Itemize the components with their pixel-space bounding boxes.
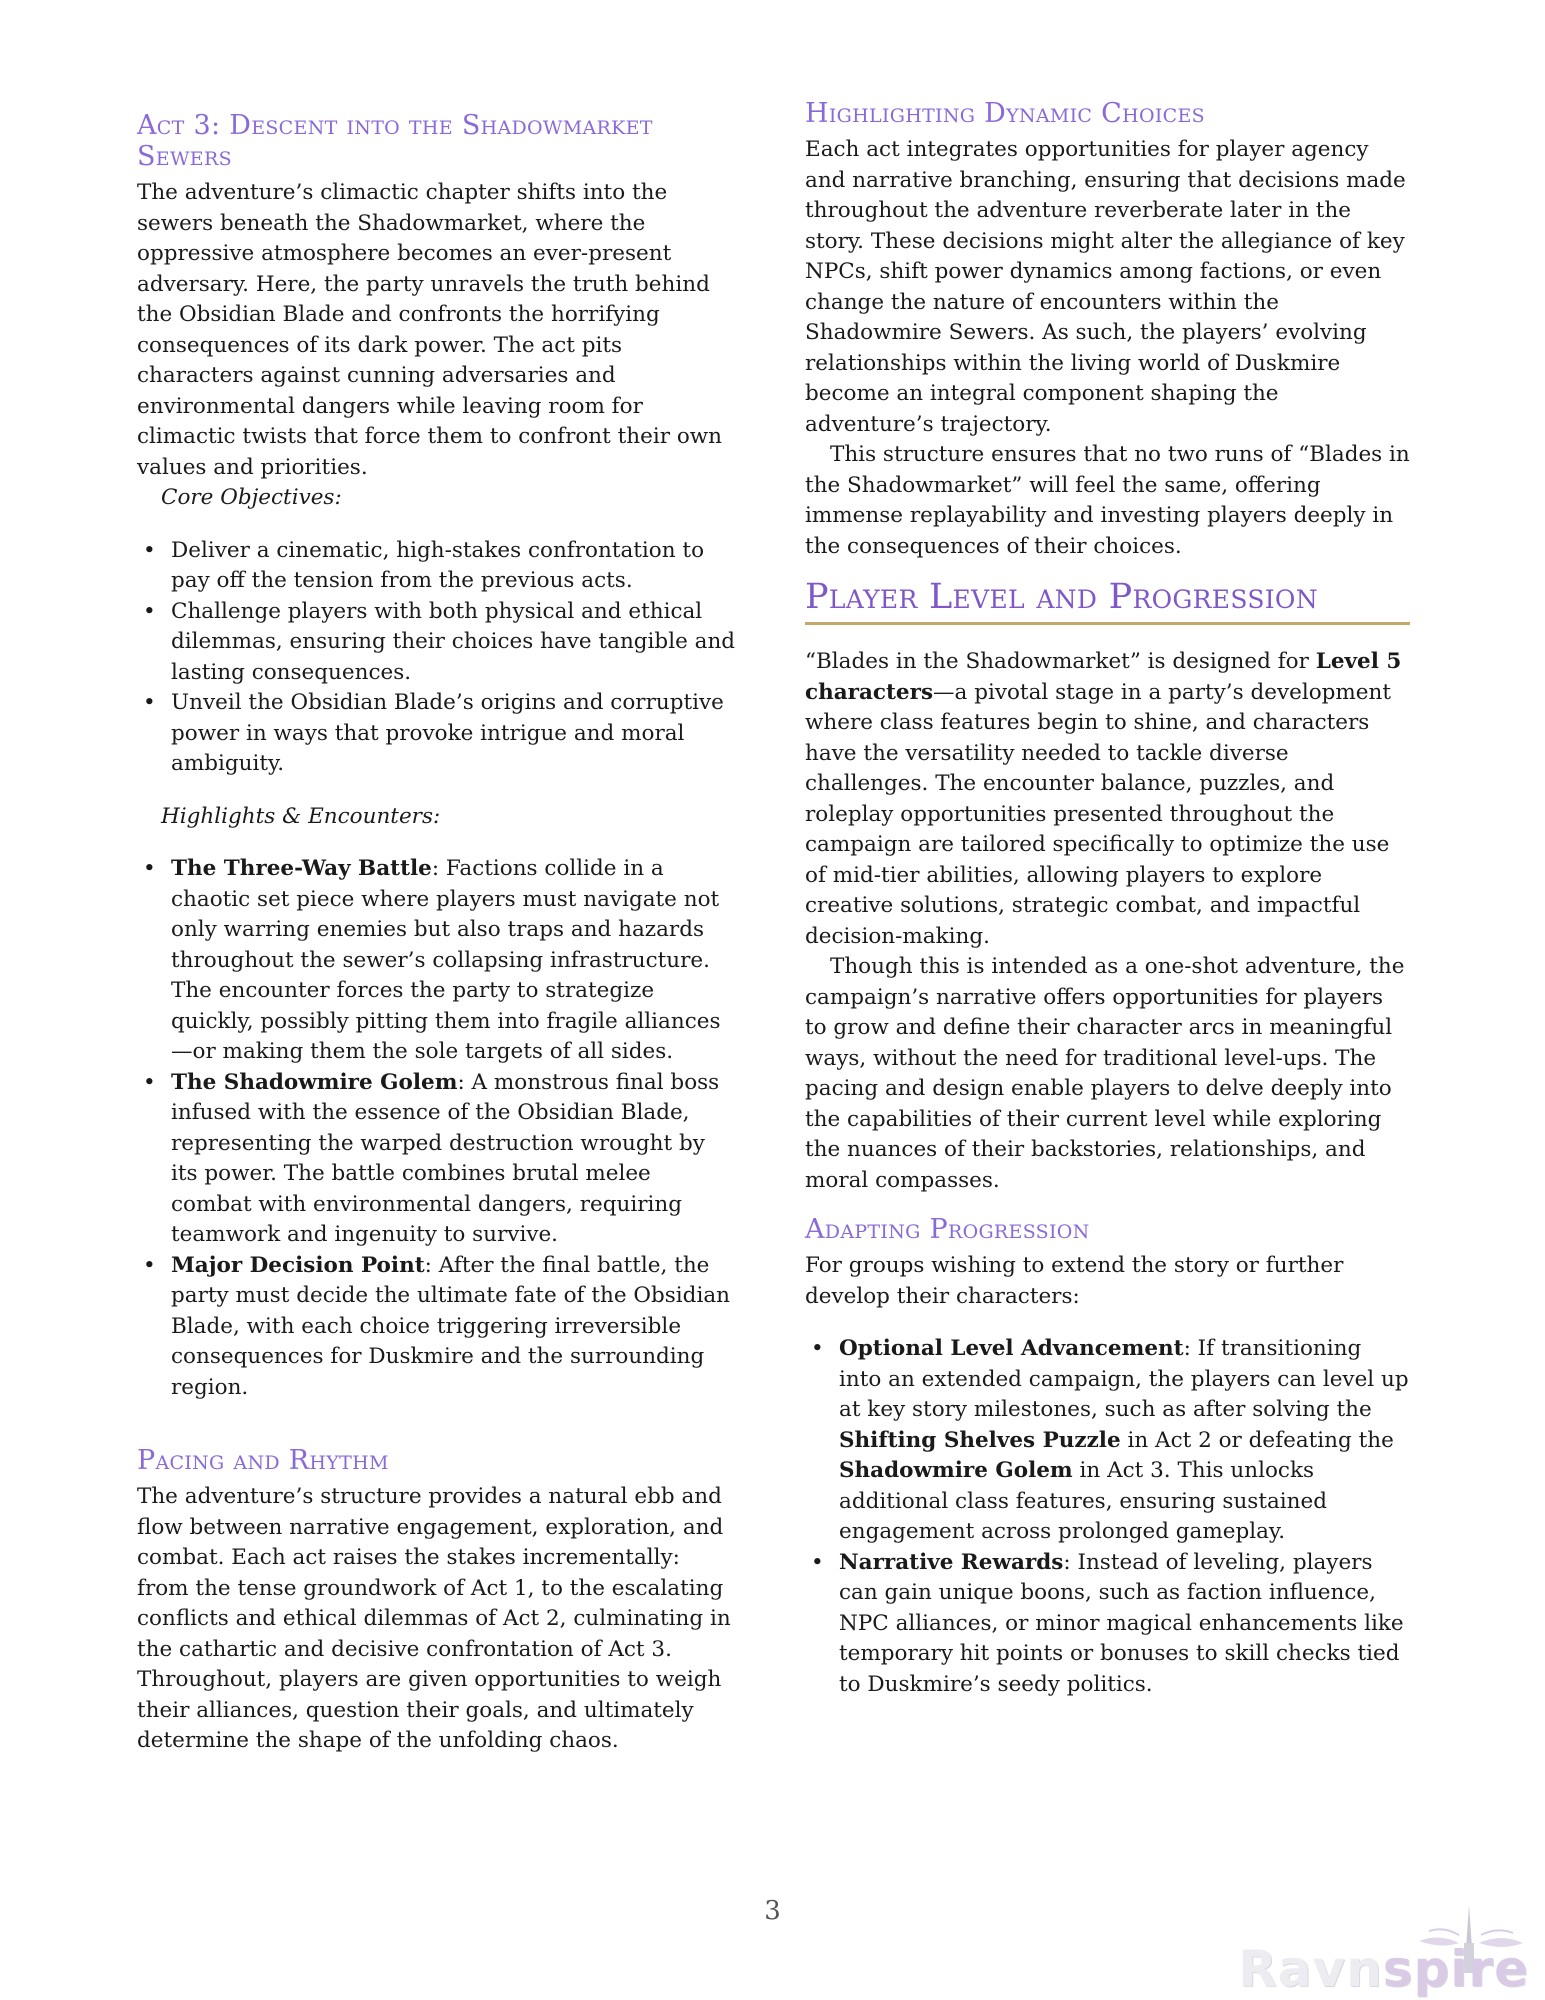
highlights-label: Highlights & Encounters: bbox=[161, 803, 441, 829]
right-column bbox=[805, 98, 1410, 1700]
highlight-title: The Three-Way Battle bbox=[171, 856, 432, 881]
choices-paragraph-2: This structure ensures that no two runs of “Blades in the Shadowmarket” will feel the same, offering immense replayability and investing players deeply in the consequences of their choices. bbox=[805, 442, 1410, 559]
progression-heading: Player Level and Progression bbox=[805, 576, 1410, 625]
list-item bbox=[137, 1068, 737, 1251]
text-run: : If transitioning into an extended campaign, the players can level up at key story milestones, such as after solving the bbox=[839, 1336, 1409, 1422]
highlight-text: : After the final battle, the party must decide the ultimate fate of the Obsidian Blade, with each choice triggering irreversible consequences for Duskmire and the surrounding region. bbox=[171, 1252, 730, 1400]
list-item bbox=[805, 1334, 1410, 1548]
logo-wordmark bbox=[1238, 1940, 1529, 1998]
puzzle-emphasis: Shifting Shelves Puzzle bbox=[839, 1427, 1121, 1453]
text-run: —a pivotal stage in a party’s development where class features begin to shine, and characters have the versatility needed to tackle diverse challenges. The encounter balance, puzzles, and roleplay opportunities presented throughout the campaign are tailored specifically to optimize the use of mid-tier abilities, allowing players to explore creative solutions, strategic combat, and impactful decision-making. bbox=[805, 679, 1392, 949]
act3-heading: Act 3: Descent into the Shadowmarket Sewers bbox=[137, 110, 653, 172]
level-emphasis: Level 5 characters bbox=[805, 649, 1402, 705]
core-objectives-label: Core Objectives: bbox=[161, 485, 342, 510]
page-number: 3 bbox=[764, 1896, 781, 1926]
choices-heading: Highlighting Dynamic Choices bbox=[805, 98, 1205, 129]
act3-intro: The adventure’s climactic chapter shifts into the sewers beneath the Shadowmarket, where the oppressive atmosphere becomes an ever-present adversary. Here, the party unravels the truth behind the Obsidian Blade and confronts the horrifying consequences of its dark power. The act pits characters against cunning adversaries and environmental dangers while leaving room for climactic twists that force them to confront their own values and priorities. bbox=[137, 180, 723, 480]
list-item bbox=[137, 854, 737, 1068]
progression-paragraph-1 bbox=[805, 647, 1410, 952]
adapting-heading: Adapting Progression bbox=[805, 1214, 1090, 1245]
golem-emphasis: Shadowmire Golem bbox=[839, 1458, 1073, 1483]
highlight-title: The Shadowmire Golem bbox=[171, 1069, 458, 1095]
option-title: Narrative Rewards bbox=[839, 1549, 1064, 1575]
pacing-heading: Pacing and Rhythm bbox=[137, 1445, 389, 1476]
option-title: Optional Level Advancement bbox=[839, 1336, 1184, 1361]
text-run: : Instead of leveling, players can gain unique boons, such as faction influence, NPC alliances, or minor magical enhancements like temporary hit points or bonuses to skill checks tied to Duskmire’s seedy politics. bbox=[839, 1549, 1404, 1697]
list-item: • Unveil the Obsidian Blade’s origins and corruptive power in ways that provoke intrigue and moral ambiguity. bbox=[137, 688, 737, 780]
text-run: in Act 3. This unlocks additional class features, ensuring sustained engagement across prolonged gameplay. bbox=[839, 1458, 1328, 1544]
adapting-intro: For groups wishing to extend the story or further develop their characters: bbox=[805, 1253, 1344, 1309]
highlight-text: : A monstrous final boss infused with the essence of the Obsidian Blade, representing the warped destruction wrought by its power. The battle combines brutal melee combat with environmental dangers, requiring teamwork and ingenuity to survive. bbox=[171, 1069, 720, 1247]
left-column bbox=[137, 110, 737, 1757]
highlight-title: Major Decision Point bbox=[171, 1252, 425, 1278]
progression-paragraph-2: Though this is intended as a one-shot adventure, the campaign’s narrative offers opportunities for players to grow and define their character arcs in meaningful ways, without the need for traditional level-ups. The pacing and design enable players to delve deeply into the capabilities of their current level while exploring the nuances of their backstories, relationships, and moral compasses. bbox=[805, 954, 1405, 1193]
adapting-list bbox=[805, 1334, 1410, 1700]
list-item bbox=[137, 1251, 737, 1404]
highlights-list bbox=[137, 854, 737, 1403]
list-item: • Deliver a cinematic, high-stakes confrontation to pay off the tension from the previous acts. bbox=[137, 536, 737, 597]
core-objectives-list bbox=[137, 536, 737, 780]
logo-text-part: Ravn bbox=[1238, 1940, 1383, 1998]
list-item: • Challenge players with both physical and ethical dilemmas, ensuring their choices have tangible and lasting consequences. bbox=[137, 597, 737, 689]
text-run: in Act 2 or defeating the bbox=[1120, 1427, 1394, 1453]
logo-text-part: spire bbox=[1382, 1940, 1529, 1998]
choices-paragraph-1: Each act integrates opportunities for player agency and narrative branching, ensuring that decisions made throughout the adventure reverberate later in the story. These decisions might alter the allegiance of key NPCs, shift power dynamics among factions, or even change the nature of encounters within the Shadowmire Sewers. As such, the players’ evolving relationships within the living world of Duskmire become an integral component shaping the adventure’s trajectory. bbox=[805, 137, 1406, 437]
highlight-text: : Factions collide in a chaotic set piece where players must navigate not only warring enemies but also traps and hazards throughout the sewer’s collapsing infrastructure. The encounter forces the party to strategize quickly, possibly pitting them into fragile alliances—or making them the sole targets of all sides. bbox=[171, 856, 721, 1064]
ravnspire-logo bbox=[1238, 1903, 1529, 1998]
pacing-text: The adventure’s structure provides a natural ebb and flow between narrative engagement, exploration, and combat. Each act raises the stakes incrementally: from the tense groundwork of Act 1, to the escalating conflicts and ethical dilemmas of Act 2, culminating in the cathartic and decisive confrontation of Act 3. Throughout, players are given opportunities to weigh their alliances, question their goals, and ultimately determine the shape of the unfolding chaos. bbox=[137, 1484, 731, 1753]
text-run: “Blades in the Shadowmarket” is designed for bbox=[805, 649, 1316, 674]
list-item bbox=[805, 1548, 1410, 1701]
